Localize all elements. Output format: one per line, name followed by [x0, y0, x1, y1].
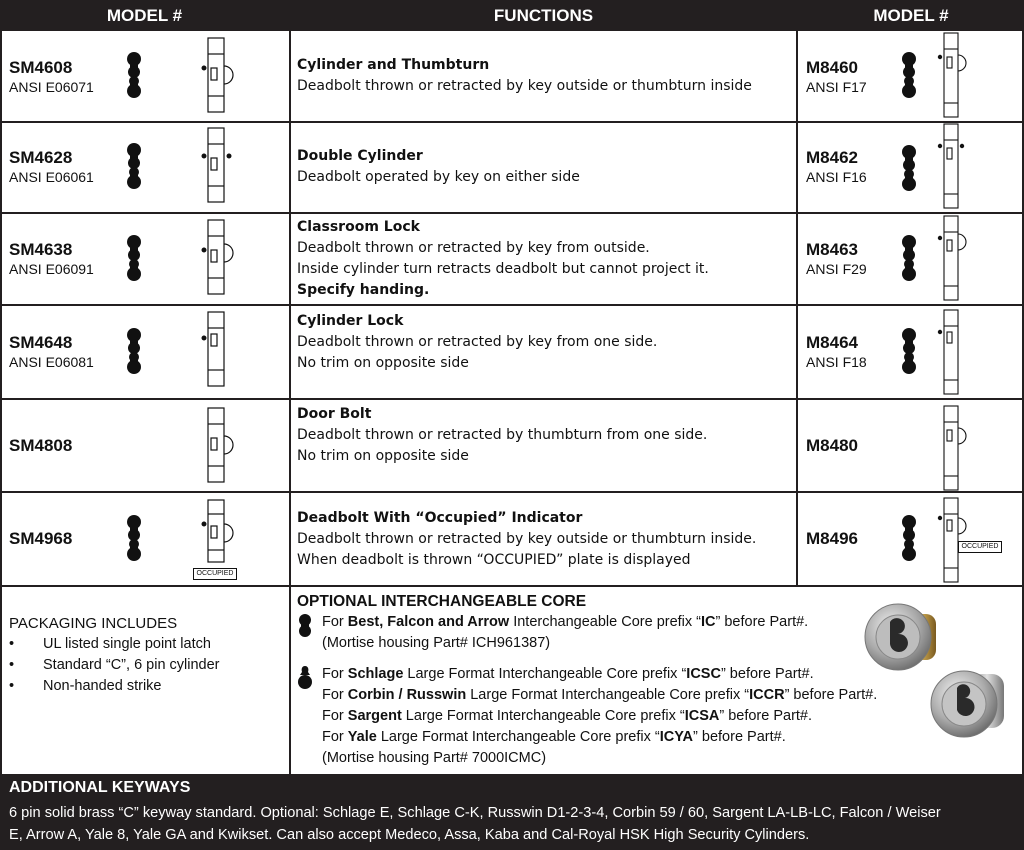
- function-line: Deadbolt thrown or retracted by key outside or thumbturn inside.: [297, 531, 757, 547]
- footer-line: E, Arrow A, Yale 8, Yale GA and Kwikset. Can also accept Medeco, Assa, Kaba and Cal-Royal HSK High Security Cylinders.: [9, 827, 810, 843]
- left-model-cell: [9, 436, 72, 456]
- right-model-cell: [806, 333, 867, 371]
- model-number: M8460: [806, 58, 858, 77]
- function-line: Deadbolt thrown or retracted by key outside or thumbturn inside: [297, 78, 752, 94]
- model-number: SM4638: [9, 240, 73, 259]
- ansi-grade: ANSI E06071: [9, 79, 94, 95]
- ansi-grade: ANSI F29: [806, 261, 867, 277]
- keyway-icon: [900, 328, 918, 376]
- footer-line: 6 pin solid brass “C” keyway standard. Optional: Schlage E, Schlage C-K, Russwin D1-2-3-4, Corbin 59 / 60, Sargent LA-LB-LC, Falcon / Weiser: [9, 805, 941, 821]
- model-number: SM4808: [9, 436, 73, 455]
- right-model-cell: [806, 58, 867, 96]
- divider: [0, 121, 1024, 123]
- keyway-icon: [125, 515, 143, 563]
- function-title: Cylinder Lock: [297, 313, 404, 329]
- right-model-cell: [806, 529, 858, 549]
- core-line: For Yale Large Format Interchangeable Core prefix “ICYA” before Part#.: [322, 729, 786, 745]
- optional-core-title: OPTIONAL INTERCHANGEABLE CORE: [297, 593, 587, 610]
- right-model-cell: [806, 240, 867, 278]
- function-line: When deadbolt is thrown “OCCUPIED” plate is displayed: [297, 552, 691, 568]
- keyway-icon: [125, 328, 143, 376]
- function-cell: [297, 217, 792, 301]
- function-line: No trim on opposite side: [297, 355, 469, 371]
- keyway-icon: [125, 143, 143, 191]
- model-number: SM4648: [9, 333, 73, 352]
- divider: [0, 398, 1024, 400]
- core-line: For Best, Falcon and Arrow Interchangeable Core prefix “IC” before Part#.: [322, 614, 809, 630]
- packaging-section: [9, 613, 220, 697]
- ansi-grade: ANSI E06091: [9, 261, 94, 277]
- lock-diagram-icon: [196, 500, 244, 564]
- lock-diagram-icon: [196, 128, 244, 204]
- footer-title: ADDITIONAL KEYWAYS: [9, 779, 191, 796]
- ansi-grade: ANSI F16: [806, 169, 867, 185]
- left-model-cell: [9, 333, 94, 371]
- core-line: For Corbin / Russwin Large Format Interchangeable Core prefix “ICCR” before Part#.: [322, 687, 878, 703]
- divider: [0, 212, 1024, 214]
- keyway-icon: [125, 235, 143, 283]
- ansi-grade: ANSI E06081: [9, 354, 94, 370]
- lock-diagram-icon: [934, 33, 974, 117]
- function-note: Specify handing.: [297, 282, 430, 298]
- function-cell: [297, 311, 792, 374]
- lock-diagram-icon: [196, 408, 244, 484]
- divider: [289, 0, 291, 774]
- model-number: M8480: [806, 436, 858, 455]
- function-cell: [297, 55, 792, 97]
- model-number: SM4628: [9, 148, 73, 167]
- optional-core-section: [297, 591, 877, 769]
- keyway-icon: [900, 52, 918, 100]
- function-title: Deadbolt With “Occupied” Indicator: [297, 510, 583, 526]
- divider: [796, 0, 798, 586]
- ansi-grade: ANSI F17: [806, 79, 867, 95]
- list-item: • Non-handed strike: [9, 676, 220, 697]
- function-line: Inside cylinder turn retracts deadbolt but cannot project it.: [297, 261, 709, 277]
- lock-diagram-icon: [934, 124, 974, 208]
- divider: [0, 585, 1024, 587]
- header-center: FUNCTIONS: [291, 0, 796, 31]
- model-number: M8463: [806, 240, 858, 259]
- list-item: • Standard “C”, 6 pin cylinder: [9, 655, 220, 676]
- function-title: Double Cylinder: [297, 148, 423, 164]
- occupied-plate: OCCUPIED: [193, 568, 237, 580]
- large-core-image: [926, 664, 1006, 744]
- header-right: MODEL #: [798, 0, 1024, 31]
- keyway-icon: [125, 52, 143, 100]
- lock-diagram-icon: [196, 312, 244, 388]
- keyway-icon: [900, 145, 918, 193]
- core-line: (Mortise housing Part# 7000ICMC): [322, 750, 547, 766]
- left-model-cell: [9, 240, 94, 278]
- list-item: • UL listed single point latch: [9, 634, 220, 655]
- function-line: No trim on opposite side: [297, 448, 469, 464]
- core-group-small: [297, 612, 877, 654]
- footer-bar: [0, 774, 1024, 850]
- core-line: For Schlage Large Format Interchangeable Core prefix “ICSC” before Part#.: [322, 666, 814, 682]
- left-model-cell: [9, 529, 72, 549]
- lock-diagram-icon: [934, 406, 974, 490]
- keyway-icon: [900, 515, 918, 563]
- lock-diagram-icon: [196, 220, 244, 296]
- ansi-grade: ANSI F18: [806, 354, 867, 370]
- function-line: Deadbolt thrown or retracted by thumbturn from one side.: [297, 427, 708, 443]
- model-number: M8496: [806, 529, 858, 548]
- divider: [0, 491, 1024, 493]
- core-line: For Sargent Large Format Interchangeable Core prefix “ICSA” before Part#.: [322, 708, 813, 724]
- packaging-title: PACKAGING INCLUDES: [9, 615, 178, 632]
- left-model-cell: [9, 148, 94, 186]
- function-line: Deadbolt thrown or retracted by key from one side.: [297, 334, 658, 350]
- header-left: MODEL #: [0, 0, 289, 31]
- core-group-large: [297, 664, 877, 769]
- model-number: M8462: [806, 148, 858, 167]
- function-cell: [297, 146, 792, 188]
- core-line: (Mortise housing Part# ICH961387): [322, 635, 551, 651]
- right-model-cell: [806, 436, 858, 456]
- model-number: SM4608: [9, 58, 73, 77]
- model-number: SM4968: [9, 529, 73, 548]
- footer-text: [9, 802, 1019, 846]
- divider: [0, 304, 1024, 306]
- lock-diagram-icon: [934, 498, 974, 582]
- ansi-grade: ANSI E06061: [9, 169, 94, 185]
- function-line: Deadbolt operated by key on either side: [297, 169, 580, 185]
- lock-diagram-icon: [934, 310, 974, 394]
- keyway-icon: [900, 235, 918, 283]
- function-title: Cylinder and Thumbturn: [297, 57, 490, 73]
- occupied-plate: OCCUPIED: [958, 541, 1002, 553]
- function-title: Door Bolt: [297, 406, 372, 422]
- function-cell: [297, 404, 792, 467]
- left-model-cell: [9, 58, 94, 96]
- right-model-cell: [806, 148, 867, 186]
- function-line: Deadbolt thrown or retracted by key from outside.: [297, 240, 650, 256]
- function-cell: [297, 508, 792, 571]
- function-title: Classroom Lock: [297, 219, 420, 235]
- lock-diagram-icon: [934, 216, 974, 300]
- model-number: M8464: [806, 333, 858, 352]
- divider: [0, 0, 2, 774]
- lock-diagram-icon: [196, 38, 244, 114]
